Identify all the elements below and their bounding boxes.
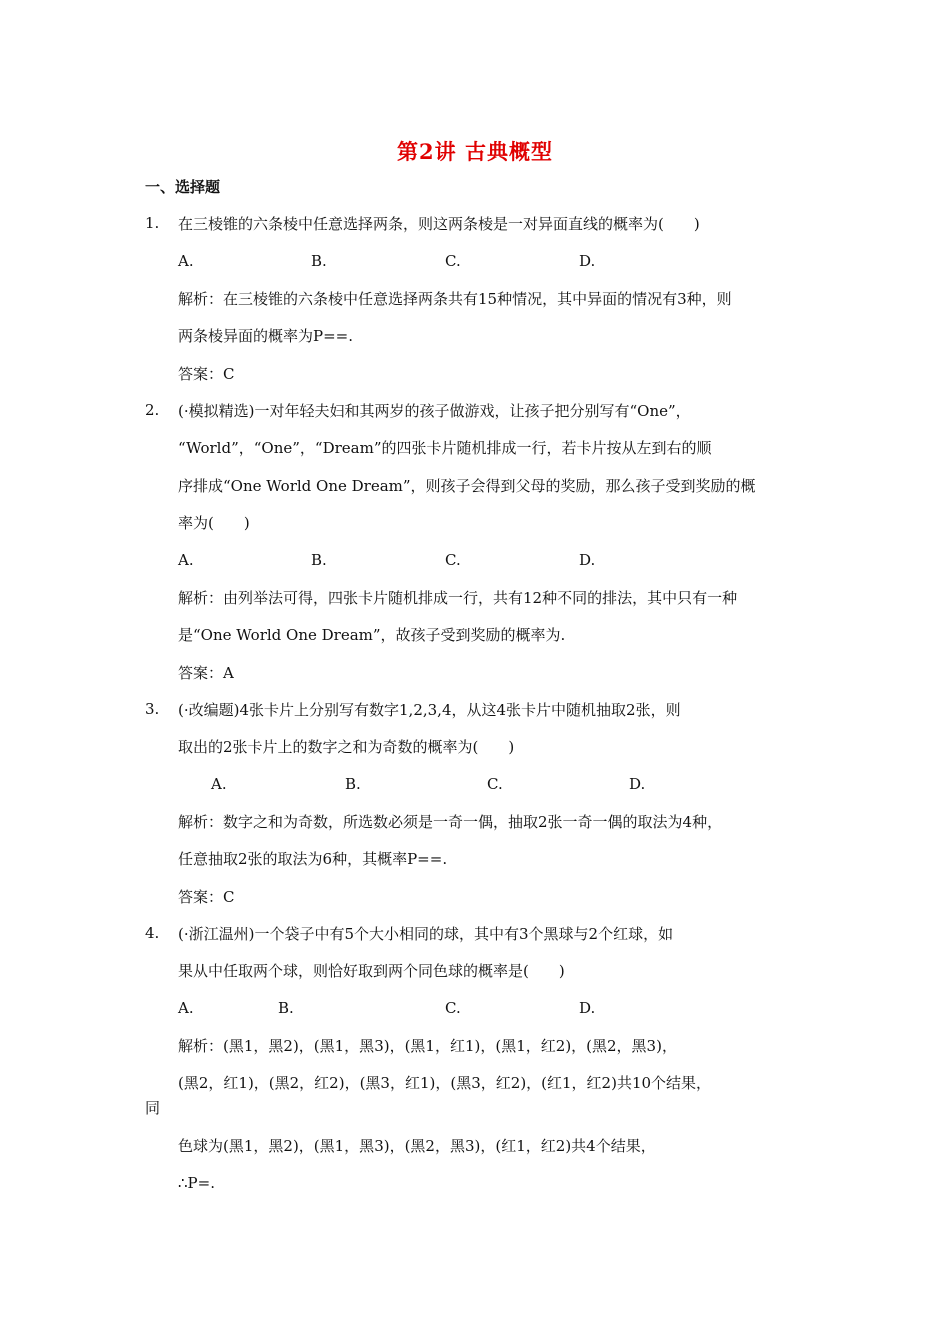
answer-text: 答案：C [178,888,235,906]
question-stem: “World”，“One”，“Dream”的四张卡片随机排成一行，若卡片按从左到右的顺 [178,439,712,457]
question-stem: 果从中任取两个球，则恰好取到两个同色球的概率是( ) [178,962,565,980]
analysis-text: 解析：由列举法可得，四张卡片随机排成一行，共有12种不同的排法，其中只有一种 [178,589,738,607]
section-heading: 一、选择题 [145,178,221,196]
option-c: C. [445,551,461,569]
option-b: B. [345,775,361,793]
option-a: A. [178,551,194,569]
option-d: D. [629,775,646,793]
option-d: D. [579,999,596,1017]
option-b: B. [278,999,294,1017]
question-number: 3. [145,700,160,718]
question-stem: 取出的2张卡片上的数字之和为奇数的概率为( ) [178,738,515,756]
option-c: C. [445,999,461,1017]
option-b: B. [311,551,327,569]
analysis-text: ∴P=. [178,1174,215,1192]
option-b: B. [311,252,327,270]
question-stem: 序排成“One World One Dream”，则孩子会得到父母的奖励，那么孩子受到奖励的概 [178,477,756,495]
analysis-text: 色球为(黑1，黑2)，(黑1，黑3)，(黑2，黑3)，(红1，红2)共4个结果， [178,1137,656,1155]
analysis-text: 解析：(黑1，黑2)，(黑1，黑3)，(黑1，红1)，(黑1，红2)，(黑2，黑3)， [178,1037,677,1055]
question-stem: (·浙江温州)一个袋子中有5个大小相同的球，其中有3个黑球与2个红球，如 [178,925,674,943]
option-c: C. [445,252,461,270]
analysis-text: 任意抽取2张的取法为6种，其概率P==. [178,850,448,868]
option-c: C. [487,775,503,793]
question-stem: (·模拟精选)一对年轻夫妇和其两岁的孩子做游戏，让孩子把分别写有“One”， [178,402,691,420]
question-stem: 率为( ) [178,514,250,532]
option-a: A. [178,252,194,270]
question-stem: (·改编题)4张卡片上分别写有数字1,2,3,4，从这4张卡片中随机抽取2张，则 [178,701,681,719]
option-a: A. [178,999,194,1017]
question-number: 4. [145,924,160,942]
analysis-text: 解析：在三棱锥的六条棱中任意选择两条共有15种情况，其中异面的情况有3种，则 [178,290,732,308]
analysis-text: 是“One World One Dream”，故孩子受到奖励的概率为. [178,626,566,644]
option-d: D. [579,252,596,270]
answer-text: 答案：C [178,365,235,383]
question-number: 2. [145,401,160,419]
analysis-text: 两条棱异面的概率为P==. [178,327,353,345]
analysis-text: (黑2，红1)，(黑2，红2)，(黑3，红1)，(黑3，红2)，(红1，红2)共10个结果， [178,1074,712,1092]
answer-text: 答案：A [178,664,234,682]
option-a: A. [211,775,227,793]
option-d: D. [579,551,596,569]
analysis-text: 解析：数字之和为奇数，所选数必须是一奇一偶，抽取2张一奇一偶的取法为4种， [178,813,723,831]
question-stem: 在三棱锥的六条棱中任意选择两条，则这两条棱是一对异面直线的概率为( ) [178,215,700,233]
page-title: 第2讲 古典概型 [397,139,553,164]
analysis-text-wrap: 同 [145,1099,161,1117]
question-number: 1. [145,214,160,232]
